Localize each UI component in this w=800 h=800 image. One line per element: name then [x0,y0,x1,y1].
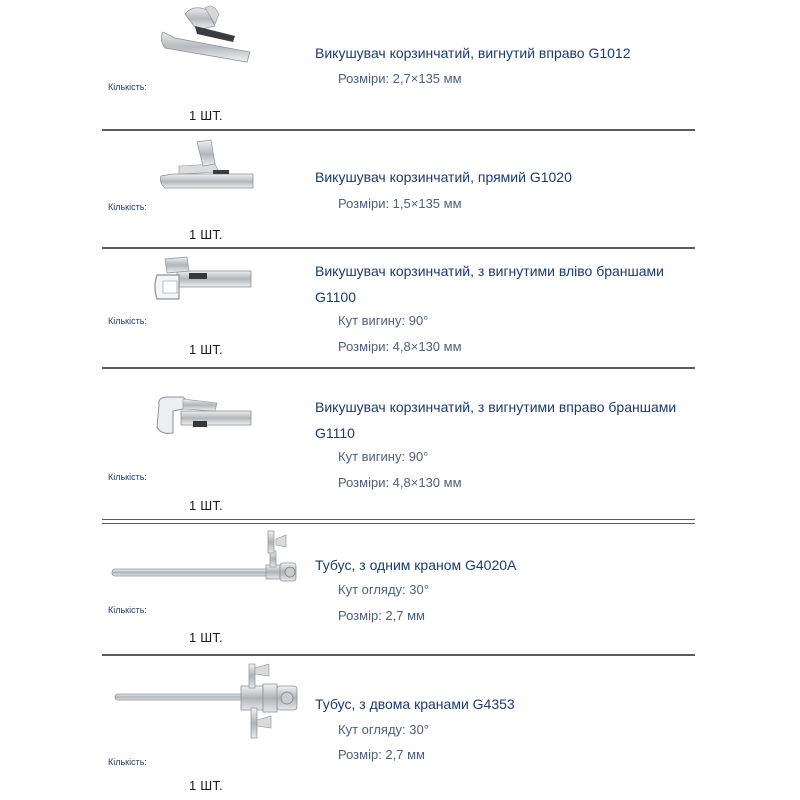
product-spec: Розмір: 2,7 мм [338,608,425,623]
product-title: Викушувач корзинчатий, з вигнутими вправо браншами G1110 [315,399,677,441]
quantity-label: Кількість: [108,757,147,767]
product-title: Викушувач корзинчатий, з вигнутими вліво браншами G1100 [315,263,664,305]
quantity-label: Кількість: [108,82,147,92]
product-title: Викушувач корзинчатий, прямий G1020 [315,169,572,185]
forceps-curved-right-icon [155,0,255,70]
product-item [0,131,800,248]
quantity-label: Кількість: [108,316,147,326]
quantity-label: Кількість: [108,472,147,482]
product-item [0,0,800,130]
sheath-two-valves-icon [113,658,303,748]
product-spec: Кут огляду: 30° [338,722,429,737]
product-spec: Розміри: 1,5×135 мм [338,196,462,211]
product-spec: Кут вигину: 90° [338,313,429,328]
quantity-label: Кількість: [108,202,147,212]
product-spec: Розміри: 4,8×130 мм [338,339,462,354]
product-spec: Кут вигину: 90° [338,449,429,464]
product-item [0,249,800,367]
quantity-value: 1 ШТ. [189,498,223,513]
quantity-value: 1 ШТ. [189,227,223,242]
product-item [0,656,800,800]
quantity-value: 1 ШТ. [189,778,223,793]
product-title: Тубус, з одним краном G4020A [315,557,517,573]
forceps-curved-left-icon [153,253,253,313]
product-spec: Розміри: 4,8×130 мм [338,475,462,490]
product-spec: Розмір: 2,7 мм [338,747,425,762]
product-item [0,525,800,655]
product-item [0,369,800,519]
sheath-one-valve-icon [110,527,302,593]
product-title: Викушувач корзинчатий, вигнутий вправо G1012 [315,45,631,61]
divider [102,519,695,520]
product-title: Тубус, з двома кранами G4353 [315,696,515,712]
forceps-jaws-right-icon [153,391,253,443]
quantity-value: 1 ШТ. [189,630,223,645]
quantity-label: Кількість: [108,605,147,615]
quantity-value: 1 ШТ. [189,342,223,357]
product-spec: Розміри: 2,7×135 мм [338,71,462,86]
quantity-value: 1 ШТ. [189,108,223,123]
product-spec: Кут огляду: 30° [338,582,429,597]
forceps-straight-icon [157,136,255,196]
